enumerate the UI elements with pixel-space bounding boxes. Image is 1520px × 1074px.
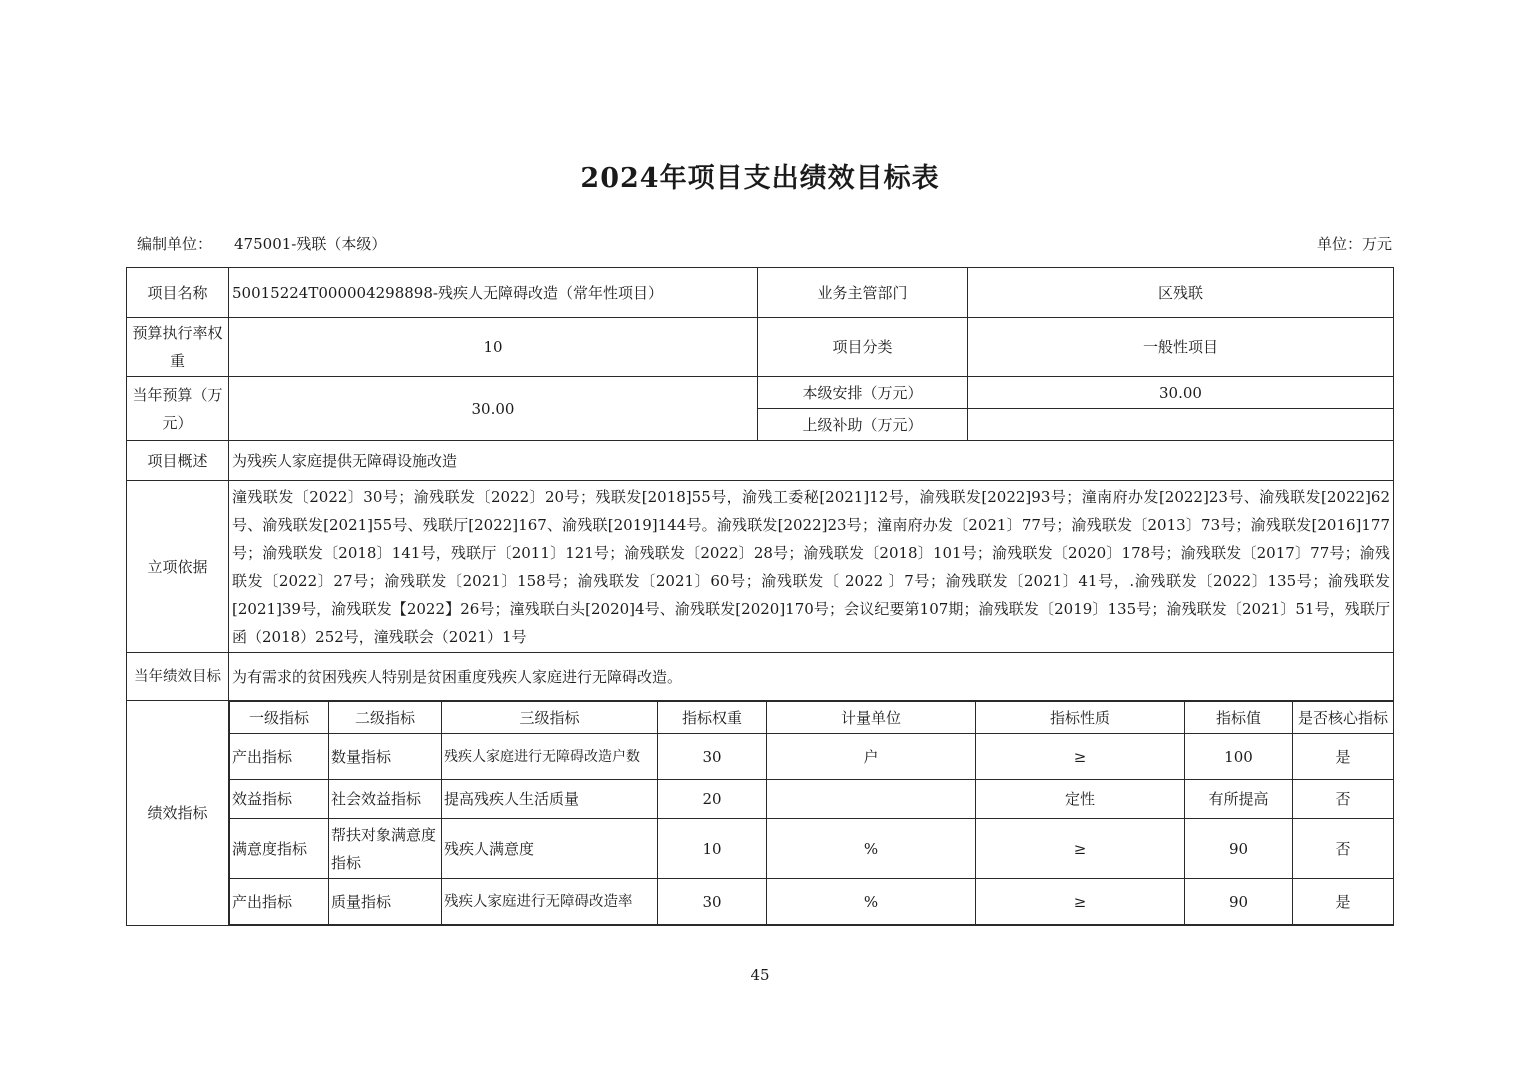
basis-value: 潼残联发〔2022〕30号；渝残联发〔2022〕20号；残联发[2018]55号，渝残工委秘[2021]12号，渝残联发[2022]93号；潼南府办发[2022]23号、渝残联发[2022]62号、渝残联发[2021]55号、残联厅[2022]167、渝残联[2019]144号。渝残联发[2022]23号；潼南府办发〔2021〕77号；渝残联发〔2013〕73号；渝残联发[2016]177号；渝残联发〔2018〕141号，残联厅〔2011〕121号；渝残联发〔2022〕28号；渝残联发〔2018〕101号；渝残联发〔2020〕178号；渝残联发〔2017〕77号；渝残联发〔2022〕27号；渝残联发〔2021〕158号；渝残联发〔2021〕60号；渝残联发〔 2022 〕7号；渝残联发〔2021〕41号，.渝残联发〔2022〕135号；渝残联发[2021]39号，渝残联发【2022】26号；潼残联白头[2020]4号、渝残联发[2020]170号；会议纪要第107期；渝残联发〔2019〕135号；渝残联发〔2021〕51号，残联厅函（2018）252号，潼残联会（2021）1号 <box>229 481 1394 653</box>
table-row <box>127 653 1394 701</box>
table-row <box>127 318 1394 377</box>
indicator-nature: ≥ <box>976 819 1185 879</box>
indicator-level3: 残疾人家庭进行无障碍改造率 <box>442 879 658 925</box>
currency-unit: 单位：万元 <box>1316 235 1392 253</box>
header-nature: 指标性质 <box>976 702 1185 734</box>
indicators-table <box>229 701 1394 925</box>
header-value: 指标值 <box>1185 702 1293 734</box>
goal-label: 当年绩效目标 <box>127 653 229 701</box>
page-title: 2024年项目支出绩效目标表 <box>580 163 940 194</box>
indicator-level2: 数量指标 <box>329 734 442 780</box>
indicator-level3: 残疾人家庭进行无障碍改造户数 <box>442 734 658 780</box>
overview-label: 项目概述 <box>127 441 229 481</box>
indicators-header-row <box>230 702 1394 734</box>
indicator-level1: 效益指标 <box>230 780 329 819</box>
indicator-weight: 30 <box>658 879 767 925</box>
indicator-core: 否 <box>1293 819 1394 879</box>
indicator-core: 是 <box>1293 879 1394 925</box>
compiling-unit-value: 475001-残联（本级） <box>234 235 387 253</box>
project-name-label: 项目名称 <box>127 268 229 318</box>
upper-funding-label: 上级补助（万元） <box>758 409 968 441</box>
indicator-level1: 产出指标 <box>230 879 329 925</box>
project-name-value: 50015224T000004298898-残疾人无障碍改造（常年性项目） <box>229 268 758 318</box>
indicator-value: 100 <box>1185 734 1293 780</box>
weight-label: 预算执行率权重 <box>127 318 229 377</box>
indicator-level2: 社会效益指标 <box>329 780 442 819</box>
indicator-row <box>230 780 1394 819</box>
indicator-nature: ≥ <box>976 734 1185 780</box>
indicator-value: 有所提高 <box>1185 780 1293 819</box>
header-weight: 指标权重 <box>658 702 767 734</box>
table-row <box>127 481 1394 653</box>
indicator-nature: 定性 <box>976 780 1185 819</box>
indicator-unit: 户 <box>767 734 976 780</box>
goal-value: 为有需求的贫困残疾人特别是贫困重度残疾人家庭进行无障碍改造。 <box>229 653 1394 701</box>
local-funding-label: 本级安排（万元） <box>758 377 968 409</box>
category-value: 一般性项目 <box>968 318 1394 377</box>
indicator-unit: % <box>767 819 976 879</box>
indicator-level1: 满意度指标 <box>230 819 329 879</box>
upper-funding-value <box>968 409 1394 441</box>
header-core: 是否核心指标 <box>1293 702 1394 734</box>
indicators-label: 绩效指标 <box>127 701 229 926</box>
budget-label: 当年预算（万元） <box>127 377 229 441</box>
local-funding-value: 30.00 <box>968 377 1394 409</box>
indicator-core: 是 <box>1293 734 1394 780</box>
indicator-core: 否 <box>1293 780 1394 819</box>
table-row <box>127 441 1394 481</box>
table-row <box>127 701 1394 926</box>
compiling-unit <box>137 233 386 254</box>
compiling-unit-label: 编制单位： <box>137 235 213 253</box>
indicator-weight: 10 <box>658 819 767 879</box>
indicator-weight: 30 <box>658 734 767 780</box>
indicator-value: 90 <box>1185 819 1293 879</box>
indicator-unit <box>767 780 976 819</box>
indicator-row <box>230 819 1394 879</box>
category-label: 项目分类 <box>758 318 968 377</box>
indicator-level1: 产出指标 <box>230 734 329 780</box>
table-row <box>127 268 1394 318</box>
indicator-row <box>230 879 1394 925</box>
overview-value: 为残疾人家庭提供无障碍设施改造 <box>229 441 1394 481</box>
header-level1: 一级指标 <box>230 702 329 734</box>
indicators-cell <box>229 701 1394 926</box>
indicator-unit: % <box>767 879 976 925</box>
header-level3: 三级指标 <box>442 702 658 734</box>
header-level2: 二级指标 <box>329 702 442 734</box>
basis-label: 立项依据 <box>127 481 229 653</box>
page-number: 45 <box>750 966 770 984</box>
dept-label: 业务主管部门 <box>758 268 968 318</box>
dept-value: 区残联 <box>968 268 1394 318</box>
indicator-row <box>230 734 1394 780</box>
indicator-level2: 质量指标 <box>329 879 442 925</box>
indicator-level3: 提高残疾人生活质量 <box>442 780 658 819</box>
header-unit: 计量单位 <box>767 702 976 734</box>
indicator-nature: ≥ <box>976 879 1185 925</box>
budget-value: 30.00 <box>229 377 758 441</box>
indicator-value: 90 <box>1185 879 1293 925</box>
indicator-level3: 残疾人满意度 <box>442 819 658 879</box>
performance-target-table <box>126 267 1394 926</box>
table-row <box>127 377 1394 409</box>
weight-value: 10 <box>229 318 758 377</box>
indicator-weight: 20 <box>658 780 767 819</box>
indicator-level2: 帮扶对象满意度指标 <box>329 819 442 879</box>
